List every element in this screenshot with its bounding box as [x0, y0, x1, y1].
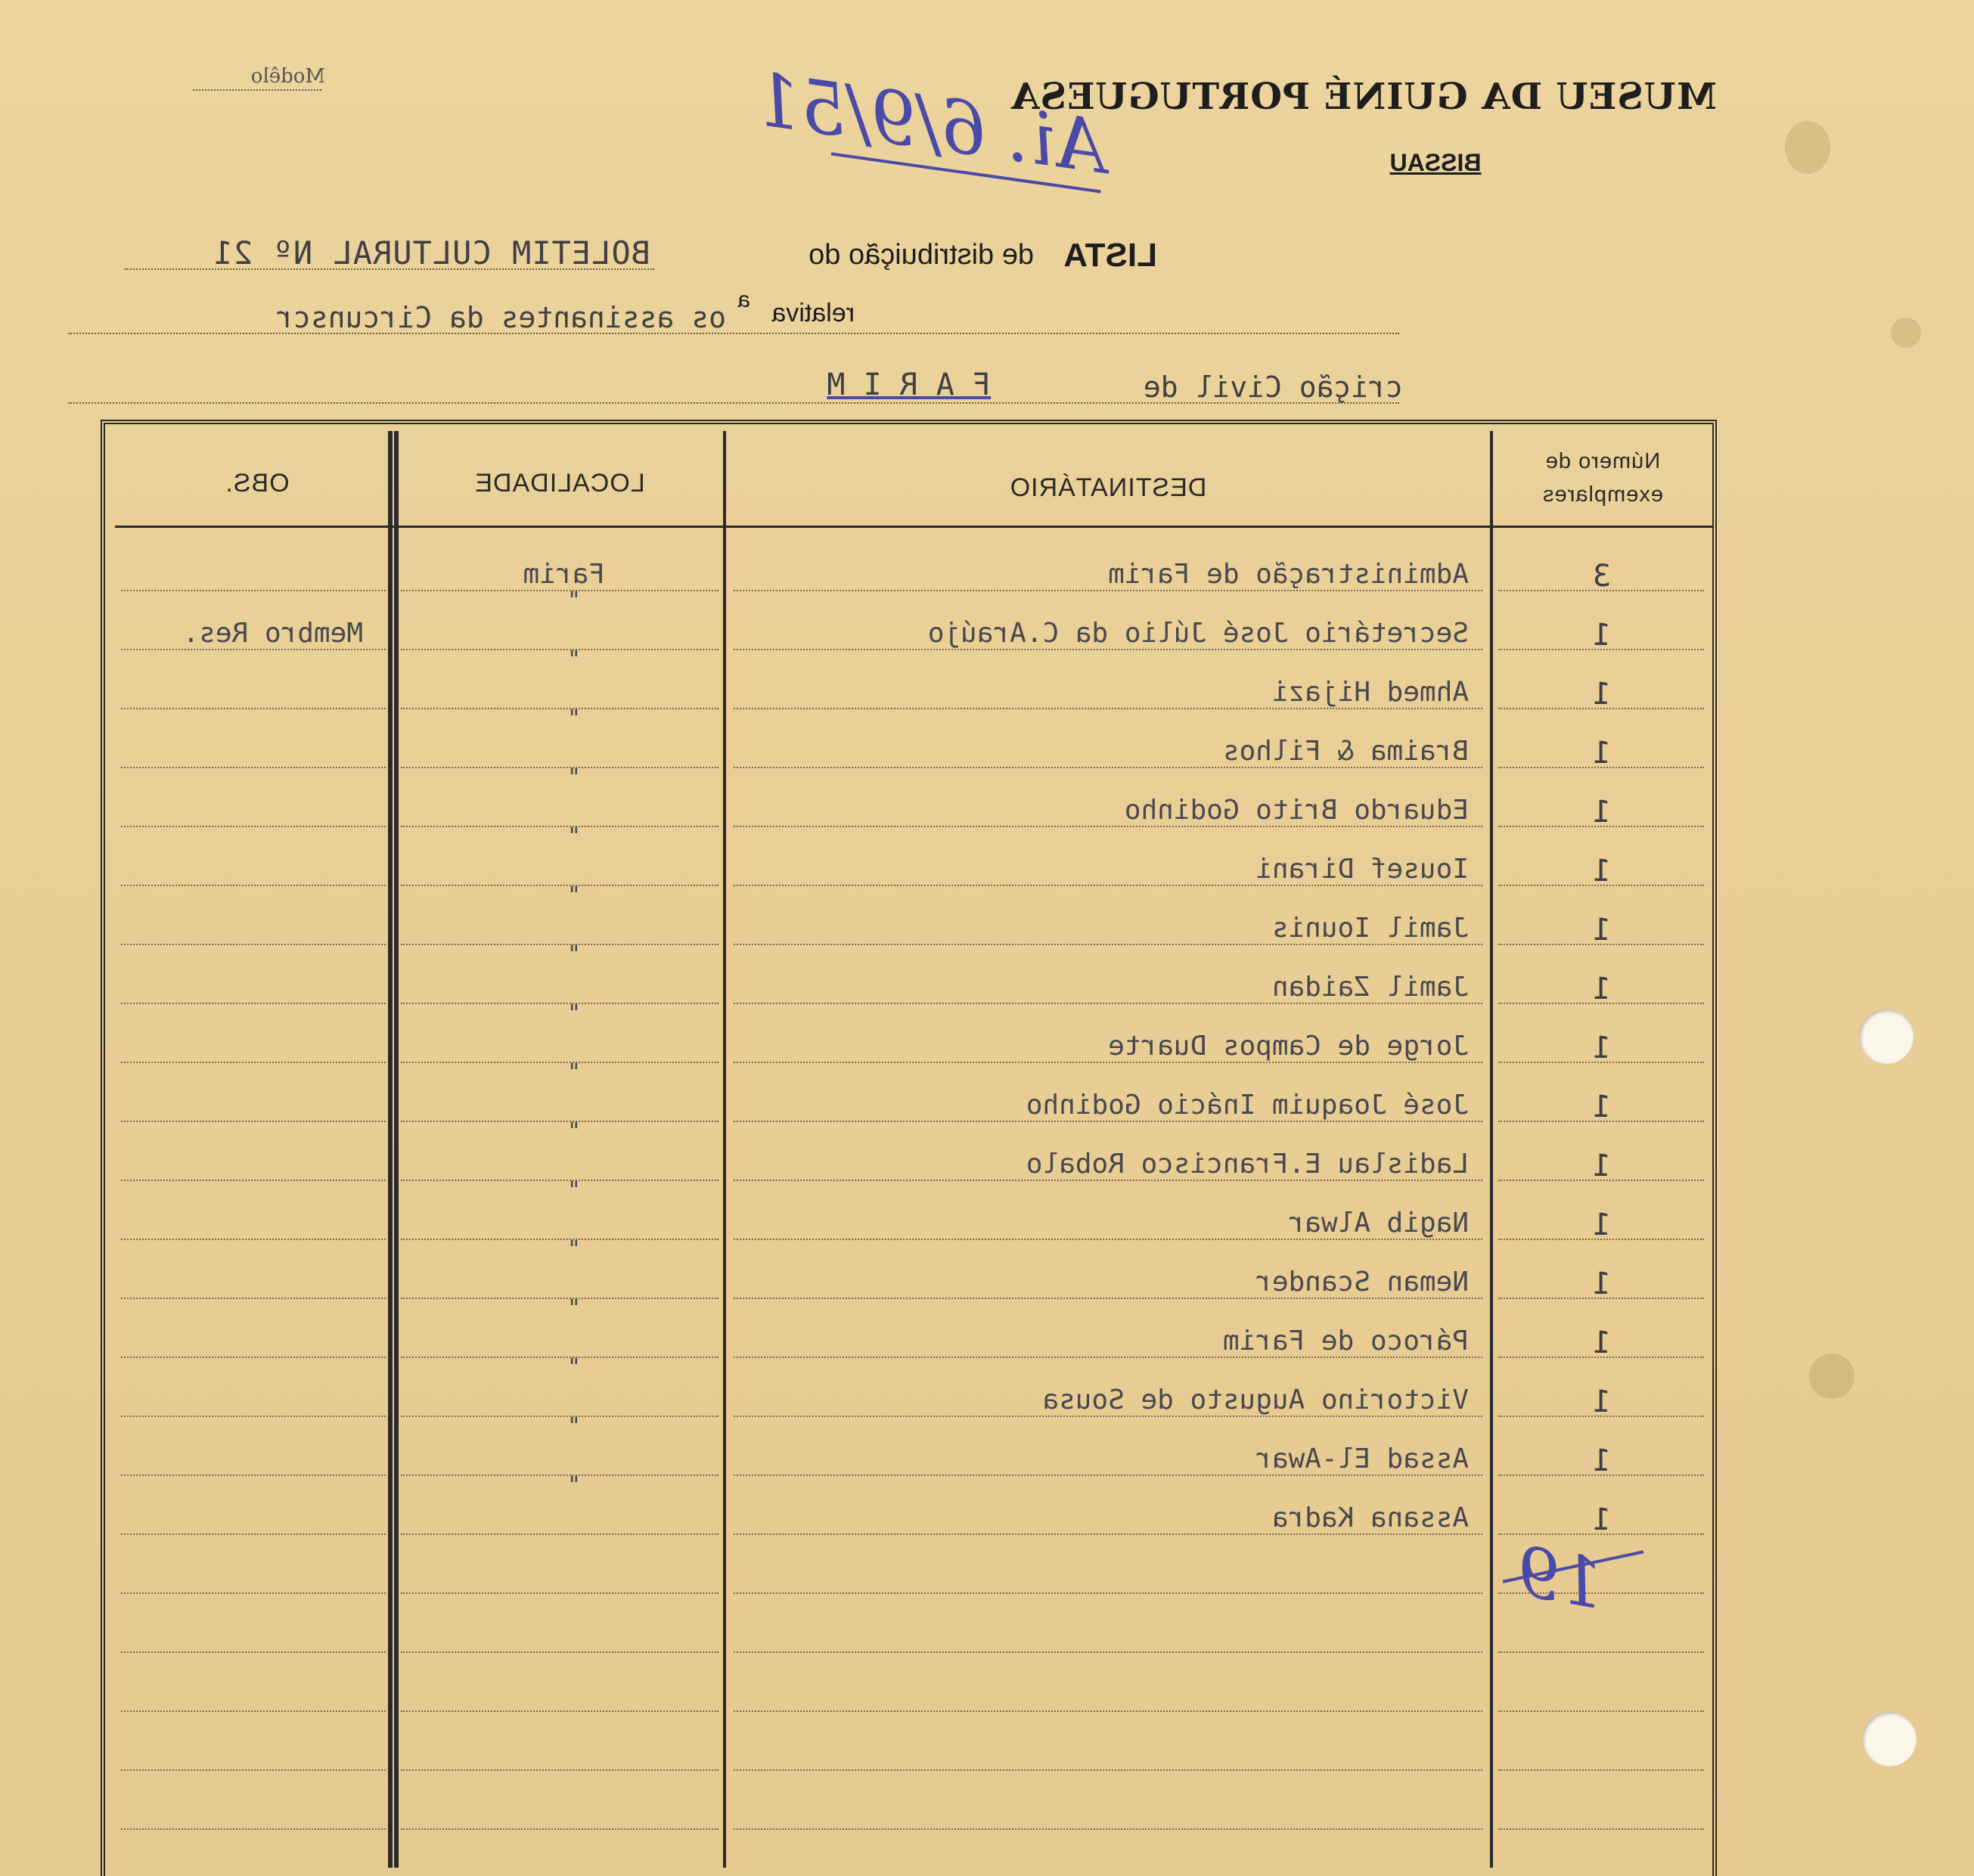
row-rule [401, 1474, 719, 1476]
row-recipient: Secretário José Júlio da C.Araújo [927, 618, 1469, 649]
row-recipient: Victorino Augusto de Sousa [1042, 1385, 1469, 1416]
row-rule [121, 1592, 386, 1594]
row-recipient: Braima & Filhos [1222, 736, 1469, 767]
row-count: 1 [1592, 913, 1612, 947]
row-count: 1 [1592, 736, 1612, 771]
row-recipient: Iousef Dirani [1255, 854, 1469, 885]
row-rule [401, 1003, 719, 1004]
row-count: 1 [1592, 1267, 1612, 1301]
row-rule [734, 1710, 1482, 1712]
row-locality: " [566, 1295, 581, 1322]
lista-label: LISTA [1063, 237, 1157, 274]
row-rule [121, 885, 386, 886]
row-recipient: Jamil Zaidan [1271, 972, 1469, 1003]
header-obs: OBS. [225, 469, 290, 498]
row-recipient: Jorge de Campos Duarte [1108, 1031, 1469, 1062]
row-rule [121, 1003, 386, 1004]
row-rule [734, 1180, 1482, 1181]
header-count: Número de exemplares [1542, 449, 1663, 507]
row-rule [734, 1592, 1482, 1594]
row-count: 1 [1592, 618, 1612, 653]
row-rule [401, 1062, 719, 1063]
row-locality: " [566, 1118, 581, 1145]
row-rule [121, 1828, 386, 1830]
row-rule [401, 1828, 719, 1830]
row-locality: " [566, 1413, 581, 1440]
row-recipient: Pároco de Farim [1222, 1326, 1469, 1357]
recipients-desc-line [68, 333, 1399, 334]
row-rule [121, 1239, 386, 1240]
row-rule [121, 1474, 386, 1476]
row-locality: " [566, 1059, 581, 1086]
row-rule [734, 1769, 1482, 1771]
row-rule [401, 649, 719, 650]
row-rule [734, 1828, 1482, 1830]
row-rule [1498, 1769, 1704, 1771]
row-count: 1 [1592, 677, 1612, 712]
area-name: F A R I M [827, 367, 991, 402]
row-rule [734, 1062, 1482, 1063]
row-rule [121, 1416, 386, 1417]
row-rule [734, 767, 1482, 768]
row-rule [121, 649, 386, 650]
row-rule [121, 1298, 386, 1299]
row-recipient: Eduardo Brito Godinho [1124, 795, 1469, 826]
row-rule [401, 1239, 719, 1240]
row-rule [401, 826, 719, 827]
row-recipient: Ladislau E.Francisco Robalo [1026, 1149, 1469, 1180]
row-locality: " [566, 941, 581, 968]
recipients-description: os assinantes da Circunscr [276, 301, 726, 334]
row-recipient: Assad El-Awar [1255, 1443, 1469, 1474]
row-rule [401, 708, 719, 709]
handwritten-total: 19 [1510, 1531, 1610, 1626]
row-rule [1498, 1828, 1704, 1830]
row-locality: " [566, 1354, 581, 1381]
row-rule [121, 1710, 386, 1712]
column-divider [1490, 431, 1493, 1868]
area-description: crição Civil de [1143, 371, 1403, 404]
row-rule [121, 708, 386, 709]
row-count: 1 [1592, 1090, 1612, 1124]
row-rule [734, 1003, 1482, 1004]
row-rule [121, 1651, 386, 1653]
row-rule [401, 1533, 719, 1535]
row-recipient: Nagib Alwar [1288, 1208, 1469, 1239]
row-rule [1498, 1710, 1704, 1712]
row-rule [734, 1474, 1482, 1476]
row-rule [121, 590, 386, 591]
row-recipient: José Joaquim Inácio Godinho [1026, 1090, 1469, 1121]
row-count: 1 [1592, 1385, 1612, 1419]
row-rule [401, 590, 719, 591]
header-underline [115, 526, 1712, 528]
row-rule [734, 1298, 1482, 1299]
handwritten-annotation: Ai. 6/9/51 [831, 69, 1113, 194]
row-rule [121, 1357, 386, 1358]
model-label: Modêlo [250, 65, 325, 88]
column-divider [723, 431, 726, 1868]
row-recipient: Jamil Iounis [1271, 913, 1469, 944]
row-rule [734, 1239, 1482, 1240]
row-rule [734, 1533, 1482, 1535]
row-count: 1 [1592, 795, 1612, 829]
row-rule [734, 944, 1482, 945]
row-rule [121, 1533, 386, 1535]
row-count: 1 [1592, 1031, 1612, 1065]
row-locality: " [566, 705, 581, 732]
row-rule [401, 944, 719, 945]
row-rule [734, 1357, 1482, 1358]
row-rule [401, 885, 719, 886]
relativa-a: a [737, 287, 750, 312]
row-locality: " [566, 1236, 581, 1263]
row-rule [734, 826, 1482, 827]
row-rule [734, 1651, 1482, 1653]
row-locality: " [566, 882, 581, 909]
row-rule [734, 885, 1482, 886]
row-rule [401, 767, 719, 768]
row-count: 1 [1592, 1502, 1612, 1537]
row-rule [121, 1121, 386, 1122]
row-rule [121, 767, 386, 768]
institution-name: MUSEU DA GUINÉ PORTUGUESA [1010, 76, 1717, 118]
row-rule [734, 1121, 1482, 1122]
row-locality: " [566, 764, 581, 791]
row-locality: " [566, 588, 581, 614]
row-rule [121, 944, 386, 945]
distribution-label: de distribuição do [809, 239, 1034, 271]
row-recipient: Ahmed Hijazi [1271, 677, 1469, 708]
row-rule [121, 1769, 386, 1771]
row-locality: " [566, 823, 581, 850]
row-rule [121, 826, 386, 827]
relativa-label: relativa [771, 299, 855, 327]
row-count: 1 [1592, 854, 1612, 888]
row-recipient: Administração de Farim [1108, 559, 1469, 590]
row-locality: " [566, 1472, 581, 1499]
row-rule [401, 1592, 719, 1594]
header-locality: LOCALIDADE [474, 469, 645, 498]
row-recipient: Assana Kadra [1271, 1502, 1469, 1533]
row-rule [401, 1357, 719, 1358]
row-count: 1 [1592, 1149, 1612, 1183]
row-rule [734, 649, 1482, 650]
publication-title: BOLETIM CULTURAL Nº 21 [213, 234, 650, 271]
row-rule [401, 1651, 719, 1653]
model-number-line [193, 89, 321, 91]
row-obs: Membro Res. [182, 618, 363, 649]
row-rule [401, 1710, 719, 1712]
row-recipient: Neman Scander [1255, 1267, 1469, 1298]
row-rule [401, 1298, 719, 1299]
row-rule [1498, 1651, 1704, 1653]
column-divider [394, 431, 399, 1868]
row-locality: " [566, 1177, 581, 1204]
header-recipient: DESTINATÁRIO [1009, 473, 1207, 502]
row-count: 1 [1592, 1443, 1612, 1478]
row-rule [401, 1416, 719, 1417]
city-name: BISSAU [1389, 149, 1482, 176]
row-locality: Farim [523, 559, 605, 590]
row-rule [401, 1121, 719, 1122]
row-rule [734, 708, 1482, 709]
row-count: 1 [1592, 972, 1612, 1006]
row-locality: " [566, 1000, 581, 1027]
row-locality: " [566, 647, 581, 673]
row-rule [121, 1180, 386, 1181]
row-rule [734, 590, 1482, 591]
row-count: 1 [1592, 1326, 1612, 1360]
row-rule [401, 1180, 719, 1181]
row-rule [121, 1062, 386, 1063]
row-rule [401, 1769, 719, 1771]
row-count: 3 [1592, 559, 1612, 594]
row-rule [734, 1416, 1482, 1417]
row-count: 1 [1592, 1208, 1612, 1242]
